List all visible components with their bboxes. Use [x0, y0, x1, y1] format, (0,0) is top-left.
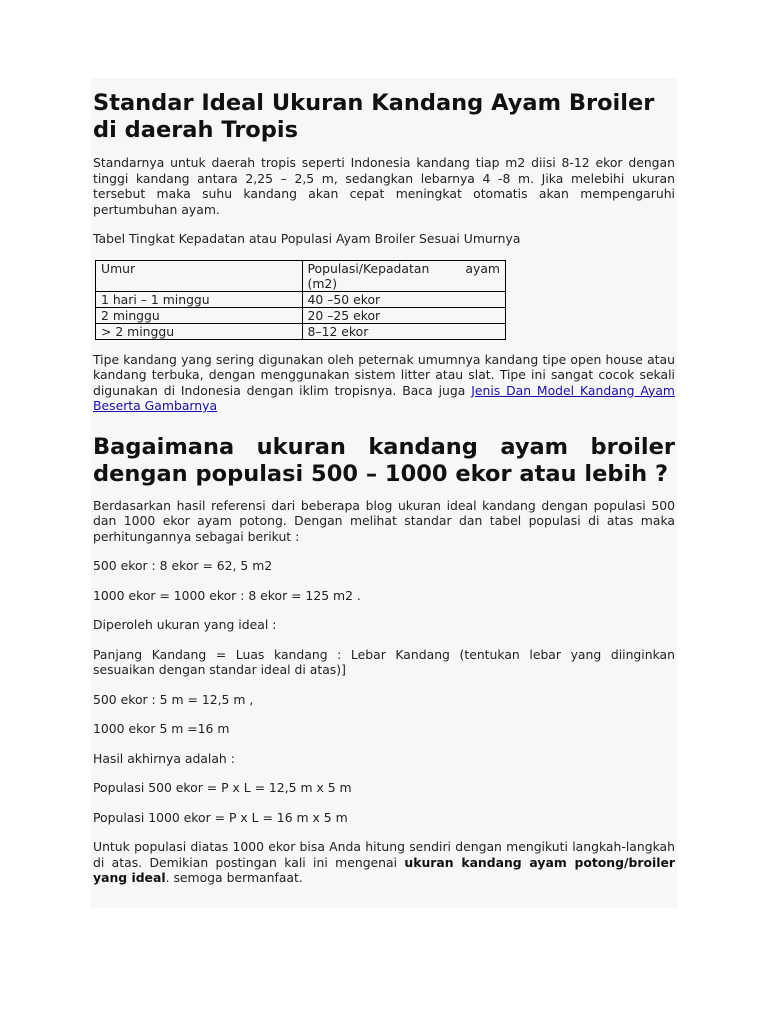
article-title: Standar Ideal Ukuran Kandang Ayam Broiler di daerah Tropis: [93, 90, 655, 143]
length-1000: 1000 ekor 5 m =16 m: [93, 721, 230, 736]
length-formula: Panjang Kandang = Luas kandang : Lebar Kandang (tentukan lebar yang diinginkan sesuaikan dengan standar ideal di atas)]: [93, 646, 675, 677]
table-cell: 20 –25 ekor: [302, 307, 505, 323]
table-cell: 2 minggu: [96, 307, 303, 323]
table-cell: 8–12 ekor: [302, 323, 505, 339]
table-cell: > 2 minggu: [96, 323, 303, 339]
calc-500: 500 ekor : 8 ekor = 62, 5 m2: [93, 558, 273, 573]
closing-bold-text: ukuran kandang ayam potong/broiler yang ideal: [93, 854, 675, 885]
table-cell: 1 hari – 1 minggu: [96, 291, 303, 307]
related-article-link[interactable]: Jenis Dan Model Kandang Ayam Beserta Gambarnya: [93, 382, 675, 413]
table-header-row: [96, 260, 506, 291]
page-content: [91, 78, 677, 908]
section-heading: Bagaimana ukuran kandang ayam broiler dengan populasi 500 – 1000 ekor atau lebih ?: [93, 433, 675, 487]
table-row: [96, 323, 506, 339]
length-500: 500 ekor : 5 m = 12,5 m ,: [93, 691, 254, 707]
result-500: Populasi 500 ekor = P x L = 12,5 m x 5 m: [93, 780, 352, 795]
table-header-cell: Populasi/Kepadatan ayam (m2): [302, 260, 505, 291]
calc-1000: 1000 ekor = 1000 ekor : 8 ekor = 125 m2 .: [93, 587, 361, 603]
intro-paragraph: Standarnya untuk daerah tropis seperti Indonesia kandang tiap m2 diisi 8-12 ekor dengan tinggi kandang antara 2,25 – 2,5 m, sedangkan lebarnya 4 -8 m. Jika melebihi ukuran tersebut maka suhu kandang akan cepat meningkat otomatis akan mempengaruhi pertumbuhan ayam.: [93, 155, 675, 217]
table-caption: Tabel Tingkat Kepadatan atau Populasi Ayam Broiler Sesuai Umurnya: [93, 231, 521, 246]
house-type-paragraph: [93, 352, 675, 414]
table-row: [96, 291, 506, 307]
house-type-text: Tipe kandang yang sering digunakan oleh peternak umumnya kandang tipe open house atau kandang terbuka, dengan menggunakan sistem litter atau slat. Tipe ini sangat cocok sekali digunakan di Indonesia dengan iklim tropisnya. Baca juga: [93, 351, 675, 398]
density-table: [95, 260, 506, 340]
closing-paragraph: [93, 839, 675, 886]
table-header-cell: Umur: [96, 260, 303, 291]
table-cell: 40 –50 ekor: [302, 291, 505, 307]
ideal-intro: Diperoleh ukuran yang ideal :: [93, 617, 277, 632]
closing-text: Untuk populasi diatas 1000 ekor bisa Anda hitung sendiri dengan mengikuti langkah-langkah di atas. Demikian postingan kali ini mengenai: [93, 839, 675, 870]
table-row: [96, 307, 506, 323]
article: [93, 78, 675, 886]
result-intro: Hasil akhirnya adalah :: [93, 750, 235, 766]
result-1000: Populasi 1000 ekor = P x L = 16 m x 5 m: [93, 809, 348, 825]
closing-end-text: . semoga bermanfaat.: [165, 870, 303, 885]
reference-paragraph: Berdasarkan hasil referensi dari beberapa blog ukuran ideal kandang dengan populasi 500 dan 1000 ekor ayam potong. Dengan melihat standar dan tabel populasi di atas maka perhitungannya sebagai berikut :: [93, 497, 675, 544]
